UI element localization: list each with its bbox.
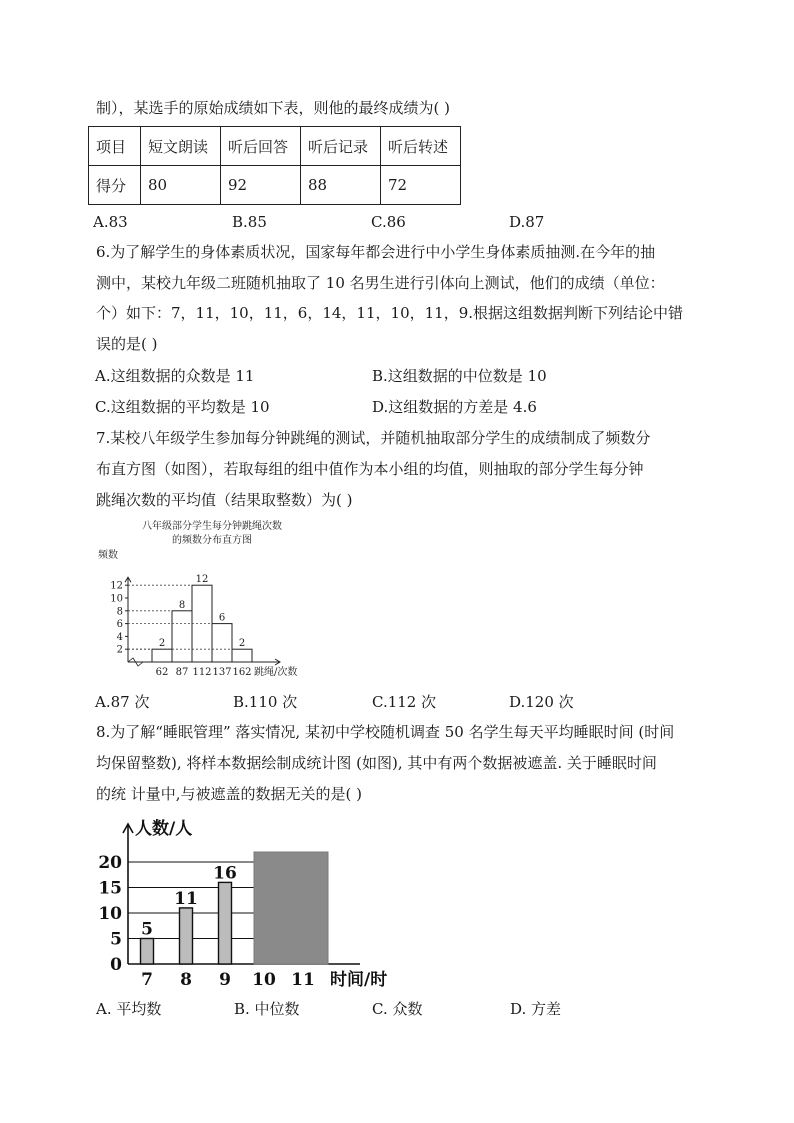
sleep-bar	[141, 939, 154, 965]
histogram-bar	[172, 611, 192, 662]
bar-data-label: 6	[218, 612, 226, 624]
x-axis-label: 跳绳/次数	[254, 667, 298, 678]
q7-line-1: 7.某校八年级学生参加每分钟跳绳的测试，并随机抽取部分学生的成绩制成了频数分	[96, 429, 651, 447]
y-tick-label: 20	[98, 853, 122, 873]
q7-option-d[interactable]: D.120 次	[509, 693, 574, 711]
q5-option-d[interactable]: D.87	[509, 213, 545, 231]
y-tick-label: 2	[116, 644, 123, 656]
q6-line-1: 6.为了解学生的身体素质状况，国家每年都会进行中小学生身体素质抽测.在今年的抽	[96, 243, 656, 261]
chart-title: 八年级部分学生每分钟跳绳次数	[142, 521, 282, 532]
bar-data-label: 11	[174, 888, 198, 909]
y-tick-label: 5	[110, 929, 122, 950]
y-tick-label: 8	[116, 606, 123, 618]
y-axis-label: 人数/人	[135, 819, 193, 839]
q6-line-3: 个）如下：7，11，10，11，6，14，11，10，11，9.根据这组数据判断下列结论中错	[96, 304, 684, 322]
x-tick-label: 112	[192, 667, 212, 678]
q5-stem: 制），某选手的原始成绩如下表，则他的最终成绩为( )	[96, 99, 450, 117]
q8-line-3: 的统 计量中,与被遮盖的数据无关的是( )	[96, 785, 363, 803]
table-cell: 听后转述	[381, 127, 461, 166]
score-table	[88, 126, 461, 205]
bar-data-label: 2	[158, 638, 166, 650]
q5-option-b[interactable]: B.85	[232, 213, 267, 231]
bar-data-label: 12	[195, 574, 209, 586]
table-cell: 88	[301, 166, 381, 205]
jump-rope-histogram	[92, 516, 322, 681]
table-cell: 项目	[89, 127, 141, 166]
q8-line-1: 8.为了解“睡眠管理” 落实情况, 某初中学校随机调查 50 名学生每天平均睡眠时间 (时间	[96, 723, 675, 741]
q6-line-2: 测中，某校九年级二班随机抽取了 10 名男生进行引体向上测试，他们的成绩（单位：	[96, 274, 665, 292]
q8-option-a[interactable]: A. 平均数	[96, 1000, 162, 1018]
q8-line-2: 均保留整数), 将样本数据绘制成统计图 (如图), 其中有两个数据被遮盖. 关于睡眠时间	[96, 754, 657, 772]
table-cell: 92	[221, 166, 301, 205]
q6-option-b[interactable]: B.这组数据的中位数是 10	[372, 367, 547, 385]
histogram-bar	[152, 649, 172, 662]
q6-option-a[interactable]: A.这组数据的众数是 11	[95, 367, 255, 385]
x-tick-label: 162	[232, 667, 252, 678]
bar-data-label: 5	[141, 919, 153, 940]
table-cell: 听后记录	[301, 127, 381, 166]
x-tick-label: 10	[252, 970, 276, 990]
q7-option-b[interactable]: B.110 次	[233, 693, 298, 711]
q7-line-2: 布直方图（如图），若取每组的组中值作为本小组的均值，则抽取的部分学生每分钟	[96, 460, 644, 478]
x-tick-label: 11	[291, 970, 315, 990]
q7-line-3: 跳绳次数的平均值（结果取整数）为( )	[96, 491, 353, 509]
histogram-bar	[212, 624, 232, 662]
x-tick-label: 87	[175, 667, 189, 678]
table-cell: 得分	[89, 166, 141, 205]
y-tick-label: 6	[116, 619, 123, 631]
q5-option-a[interactable]: A.83	[93, 213, 128, 231]
table-cell: 72	[381, 166, 461, 205]
q8-option-b[interactable]: B. 中位数	[234, 1000, 300, 1018]
q8-option-c[interactable]: C. 众数	[372, 1000, 423, 1018]
chart-subtitle: 的频数分布直方图	[172, 535, 252, 546]
y-axis-label: 频数	[98, 550, 118, 561]
table-cell: 80	[141, 166, 221, 205]
sleep-bar	[219, 882, 232, 964]
x-tick-label: 62	[155, 667, 169, 678]
y-tick-label: 10	[110, 593, 123, 605]
x-tick-label: 7	[141, 970, 153, 990]
q7-option-c[interactable]: C.112 次	[372, 693, 437, 711]
covered-data-block	[254, 852, 328, 964]
table-row	[89, 166, 461, 205]
y-tick-label: 0	[110, 955, 122, 975]
histogram-bar	[232, 649, 252, 662]
y-tick-label: 12	[110, 580, 123, 592]
q6-option-d[interactable]: D.这组数据的方差是 4.6	[372, 398, 537, 416]
x-tick-label: 8	[180, 970, 192, 990]
bar-data-label: 16	[213, 863, 237, 884]
q6-line-4: 误的是( )	[96, 335, 158, 353]
y-tick-label: 15	[98, 878, 122, 899]
bar-data-label: 2	[238, 638, 246, 650]
bar-data-label: 8	[178, 599, 186, 611]
q5-option-c[interactable]: C.86	[371, 213, 406, 231]
table-cell: 短文朗读	[141, 127, 221, 166]
x-tick-label: 137	[212, 667, 232, 678]
y-tick-label: 4	[116, 631, 123, 643]
sleep-bar	[180, 908, 193, 964]
table-cell: 听后回答	[221, 127, 301, 166]
sleep-time-bar-chart	[90, 812, 410, 992]
q7-option-a[interactable]: A.87 次	[95, 693, 150, 711]
x-axis-label: 时间/时	[330, 970, 388, 990]
q8-option-d[interactable]: D. 方差	[510, 1000, 562, 1018]
x-tick-label: 9	[219, 970, 231, 990]
y-tick-label: 10	[98, 904, 122, 924]
table-row	[89, 127, 461, 166]
q6-option-c[interactable]: C.这组数据的平均数是 10	[95, 398, 270, 416]
